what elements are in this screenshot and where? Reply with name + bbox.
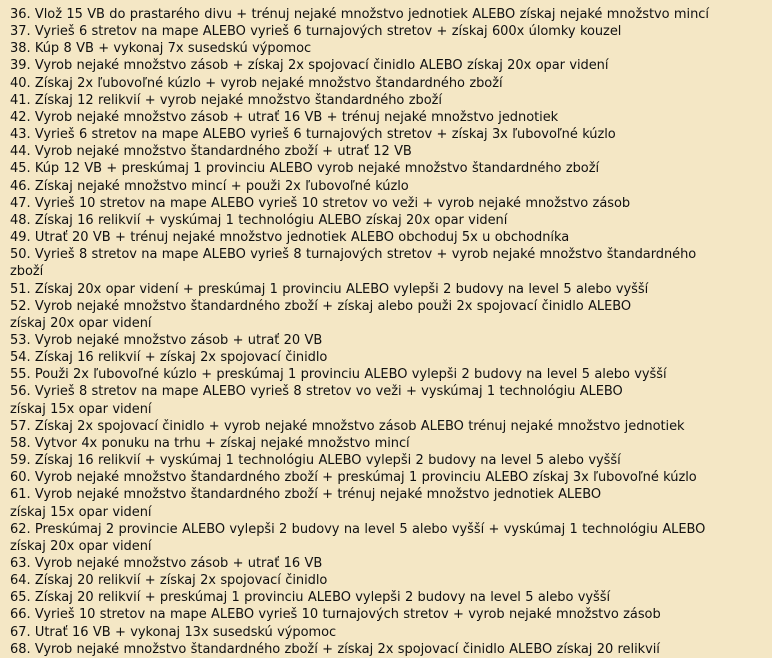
list-item xyxy=(10,349,766,366)
list-item xyxy=(10,332,766,349)
list-item xyxy=(10,57,766,74)
list-item xyxy=(10,435,766,452)
list-item-line: 53. Vyrob nejaké množstvo zásob + utrať 20 VB xyxy=(10,332,323,348)
list-item-line: 43. Vyrieš 6 stretov na mape ALEBO vyrieš 6 turnajových stretov + získaj 3x ľubovoľné kúzlo xyxy=(10,127,616,143)
list-item-line: 45. Kúp 12 VB + preskúmaj 1 provinciu ALEBO vyrob nejaké množstvo štandardného zboží xyxy=(10,161,600,177)
list-item-line: 57. Získaj 2x spojovací činidlo + vyrob nejaké množstvo zásob ALEBO trénuj nejaké množstvo jednotiek xyxy=(10,418,685,434)
list-item xyxy=(10,555,766,572)
list-item xyxy=(10,572,766,589)
list-item xyxy=(10,75,766,92)
list-item xyxy=(10,521,766,555)
list-item-line: 63. Vyrob nejaké množstvo zásob + utrať 16 VB xyxy=(10,556,323,571)
list-item xyxy=(10,624,766,641)
list-item-line: 66. Vyrieš 10 stretov na mape ALEBO vyrieš 10 turnajových stretov + vyrob nejaké množstvo zásob xyxy=(10,607,661,623)
list-item-line: 50. Vyrieš 8 stretov na mape ALEBO vyrieš 8 turnajových stretov + vyrob nejaké množstvo štandardného xyxy=(10,247,697,263)
list-item xyxy=(10,178,766,195)
list-item-line: získaj 20x opar videní xyxy=(10,538,152,554)
list-item-line: 56. Vyrieš 8 stretov na mape ALEBO vyrieš 8 stretov vo veži + vyskúmaj 1 technológiu ALEBO xyxy=(10,384,623,400)
list-item-line: 64. Získaj 20 relikvií + získaj 2x spojovací činidlo xyxy=(10,573,328,589)
list-item-line: 61. Vyrob nejaké množstvo štandardného zboží + trénuj nejaké množstvo jednotiek ALEBO xyxy=(10,487,602,503)
list-item-line: 36. Vlož 15 VB do prastarého divu + trénuj nejaké množstvo jednotiek ALEBO získaj nejaké množstvo mincí xyxy=(10,7,709,22)
list-item-line: získaj 15x opar videní xyxy=(10,504,152,520)
list-item-line: 38. Kúp 8 VB + vykonaj 7x susedskú výpomoc xyxy=(10,41,312,57)
list-item xyxy=(10,589,766,606)
list-item-line: 40. Získaj 2x ľubovoľné kúzlo + vyrob nejaké množstvo štandardného zboží xyxy=(10,75,503,91)
list-item-line: 51. Získaj 20x opar videní + preskúmaj 1 provinciu ALEBO vylepši 2 budovy na level 5 alebo vyšší xyxy=(10,281,649,297)
list-item xyxy=(10,229,766,246)
list-item xyxy=(10,160,766,177)
list-item-line: získaj 20x opar videní xyxy=(10,315,152,331)
list-item-line: 46. Získaj nejaké množstvo mincí + použi 2x ľubovoľné kúzlo xyxy=(10,178,409,194)
list-item xyxy=(10,92,766,109)
list-item-line: 41. Získaj 12 relikvií + vyrob nejaké množstvo štandardného zboží xyxy=(10,92,442,108)
list-item-line: 39. Vyrob nejaké množstvo zásob + získaj 2x spojovací činidlo ALEBO získaj 20x opar videní xyxy=(10,58,609,74)
list-item xyxy=(10,195,766,212)
list-item xyxy=(10,606,766,623)
list-item xyxy=(10,469,766,486)
list-item-line: zboží xyxy=(10,264,44,280)
list-item xyxy=(10,486,766,520)
list-item-line: 42. Vyrob nejaké množstvo zásob + utrať 16 VB + trénuj nejaké množstvo jednotiek xyxy=(10,109,559,125)
list-item-line: 49. Utrať 20 VB + trénuj nejaké množstvo jednotiek ALEBO obchoduj 5x u obchodníka xyxy=(10,230,570,246)
list-item xyxy=(10,418,766,435)
list-item-line: 68. Vyrob nejaké množstvo štandardného zboží + získaj 2x spojovací činidlo ALEBO získaj 20 relikvií xyxy=(10,641,660,657)
list-item-line: 47. Vyrieš 10 stretov na mape ALEBO vyrieš 10 stretov vo veži + vyrob nejaké množstvo zásob xyxy=(10,195,631,211)
list-item xyxy=(10,212,766,229)
list-item xyxy=(10,383,766,417)
list-item-line: 65. Získaj 20 relikvií + preskúmaj 1 provinciu ALEBO vylepši 2 budovy na level 5 alebo vyšší xyxy=(10,590,611,606)
list-item-line: 55. Použi 2x ľubovoľné kúzlo + preskúmaj 1 provinciu ALEBO vylepši 2 budovy na level 5 alebo vyšší xyxy=(10,367,667,383)
list-item-line: 52. Vyrob nejaké množstvo štandardného zboží + získaj alebo použi 2x spojovací činidlo ALEBO xyxy=(10,298,632,314)
list-item xyxy=(10,281,766,298)
list-item-line: 59. Získaj 16 relikvií + vyskúmaj 1 technológiu ALEBO vylepši 2 budovy na level 5 alebo vyšší xyxy=(10,453,621,469)
list-item xyxy=(10,641,766,658)
list-item xyxy=(10,298,766,332)
list-item-line: 67. Utrať 16 VB + vykonaj 13x susedskú výpomoc xyxy=(10,624,337,640)
list-item-line: 60. Vyrob nejaké množstvo štandardného zboží + preskúmaj 1 provinciu ALEBO získaj 3x ľubovoľné kúzlo xyxy=(10,470,697,486)
list-item-line: získaj 15x opar videní xyxy=(10,401,152,417)
quest-list xyxy=(10,6,766,658)
list-item xyxy=(10,143,766,160)
list-item xyxy=(10,366,766,383)
list-item xyxy=(10,6,766,23)
list-item xyxy=(10,109,766,126)
list-item-line: 37. Vyrieš 6 stretov na mape ALEBO vyrieš 6 turnajových stretov + získaj 600x úlomky kouzel xyxy=(10,24,622,40)
list-item-line: 58. Vytvor 4x ponuku na trhu + získaj nejaké množstvo mincí xyxy=(10,435,410,451)
list-item xyxy=(10,126,766,143)
list-item-line: 54. Získaj 16 relikvií + získaj 2x spojovací činidlo xyxy=(10,350,328,366)
list-item xyxy=(10,40,766,57)
list-item-line: 62. Preskúmaj 2 provincie ALEBO vylepši 2 budovy na level 5 alebo vyšší + vyskúmaj 1 technológiu ALEBO xyxy=(10,521,706,537)
list-item-line: 44. Vyrob nejaké množstvo štandardného zboží + utrať 12 VB xyxy=(10,144,412,160)
list-item xyxy=(10,452,766,469)
list-item-line: 48. Získaj 16 relikvií + vyskúmaj 1 technológiu ALEBO získaj 20x opar videní xyxy=(10,212,508,228)
list-item xyxy=(10,23,766,40)
list-item xyxy=(10,246,766,280)
